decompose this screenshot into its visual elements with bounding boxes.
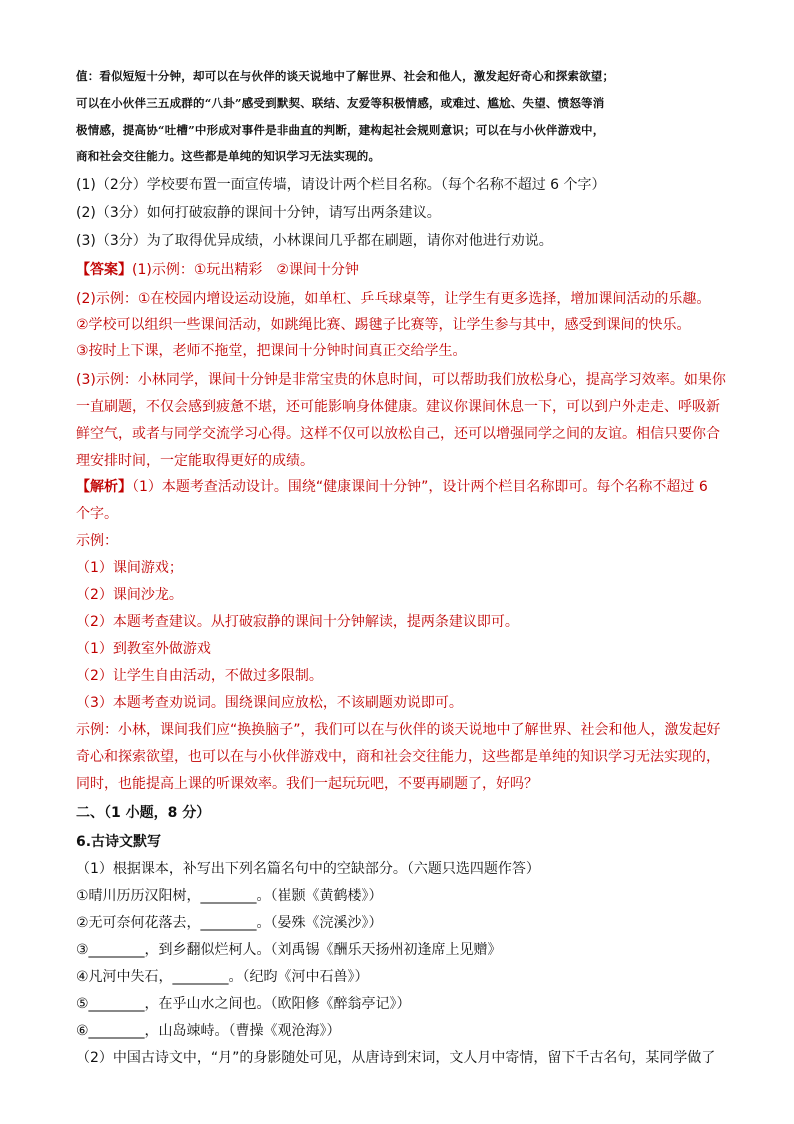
analysis-text: （1）本题考查活动设计。围绕“健康课间十分钟”，设计两个栏目名称即可。每个名称不超过 6: [132, 479, 708, 495]
poem-item: ③________，到乡翻似烂柯人。（刘禹锡《酬乐天扬州初逢席上见赠》: [76, 942, 502, 958]
analysis-line: （2）让学生自由活动，不做过多限制。: [76, 668, 323, 684]
answer-label: 【答案】: [76, 262, 132, 278]
answer-line: ③按时上下课，老师不拖堂，把课间十分钟时间真正交给学生。: [76, 343, 467, 359]
example-label: 示例：: [76, 533, 118, 549]
question-6-part2: （2）中国古诗文中，“月”的身影随处可见，从唐诗到宋词，文人月中寄情，留下千古名句，某同学做了: [76, 1050, 716, 1066]
answer-line: (2)示例：①在校园内增设运动设施，如单杠、乒乓球桌等，让学生有更多选择，增加课间活动的乐趣。: [76, 291, 711, 307]
poem-item: ④凡河中失石，________。（纪昀《河中石兽》）: [76, 969, 369, 985]
analysis-line: 示例：小林，课间我们应“换换脑子”，我们可以在与伙伴的谈天说地中了解世界、社会和他人，激发起好: [76, 722, 721, 738]
answer-line: (3)示例：小林同学，课间十分钟是非常宝贵的休息时间，可以帮助我们放松身心，提高学习效率。如果你: [76, 372, 726, 388]
answer-line: ②学校可以组织一些课间活动，如跳绳比赛、踢毽子比赛等，让学生参与其中，感受到课间的快乐。: [76, 317, 691, 333]
analysis-line: （2）课间沙龙。: [76, 587, 183, 603]
answer-line-1: [76, 260, 718, 280]
question-6-intro: （1）根据课本，补写出下列名篇名句中的空缺部分。（六题只选四题作答）: [76, 861, 540, 877]
question-3: (3)（3分）为了取得优异成绩，小林课间几乎都在刷题，请你对他进行劝说。: [76, 233, 553, 249]
analysis-line: （1）到教室外做游戏: [76, 641, 211, 657]
analysis-line: 奇心和探索欲望，也可以在与小伙伴游戏中，商和社会交往能力，这些都是单纯的知识学习无法实现的，: [76, 749, 720, 765]
answer-text: (1)示例：①玩出精彩 ②课间十分钟: [132, 262, 359, 278]
answer-line: 一直刷题，不仅会感到疲惫不堪，还可能影响身体健康。建议你课间休息一下，可以到户外走走、呼吸新: [76, 399, 720, 415]
answer-line: 鲜空气，或者与同学交流学习心得。这样不仅可以放松自己，还可以增强同学之间的友谊。相信只要你合: [76, 426, 720, 442]
section-heading: 二、（1 小题，8 分）: [76, 805, 211, 821]
poem-item: ⑤________，在乎山水之间也。（欧阳修《醉翁亭记》）: [76, 996, 411, 1012]
question-6-title: 6.古诗文默写: [76, 834, 162, 850]
answer-line: 理安排时间，一定能取得更好的成绩。: [76, 453, 314, 469]
analysis-line: （2）本题考查建议。从打破寂静的课间十分钟解读，提两条建议即可。: [76, 614, 519, 630]
analysis-line: （1）课间游戏；: [76, 560, 183, 576]
paragraph-line: 值：看似短短十分钟，却可以在与伙伴的谈天说地中了解世界、社会和他人，激发起好奇心和探索欲望；: [76, 69, 615, 83]
poem-item: ②无可奈何花落去，________。（晏殊《浣溪沙》）: [76, 915, 383, 931]
analysis-line-1: [76, 477, 718, 497]
analysis-line: （3）本题考查劝说词。围绕课间应放松，不该刷题劝说即可。: [76, 695, 463, 711]
question-1: (1)（2分）学校要布置一面宣传墙，请设计两个栏目名称。（每个名称不超过 6 个字）: [76, 177, 606, 193]
analysis-label: 【解析】: [76, 479, 132, 495]
paragraph-line: 商和社会交往能力。这些都是单纯的知识学习无法实现的。: [76, 149, 381, 163]
poem-item: ⑥________，山岛竦峙。（曹操《观沧海》）: [76, 1023, 341, 1039]
analysis-line: 个字。: [76, 506, 118, 522]
paragraph-line: 极情感，提高协“吐槽”中形成对事件是非曲直的判断，建构起社会规则意识；可以在与小伙伴游戏中，: [76, 123, 605, 137]
paragraph-line: 可以在小伙伴三五成群的“八卦”感受到默契、联结、友爱等积极情感，或难过、尴尬、失望、愤怒等消: [76, 96, 605, 110]
analysis-line: 同时，也能提高上课的听课效率。我们一起玩玩吧，不要再刷题了，好吗？: [76, 776, 538, 792]
question-2: (2)（3分）如何打破寂静的课间十分钟，请写出两条建议。: [76, 205, 441, 221]
poem-item: ①晴川历历汉阳树，________。（崔颢《黄鹤楼》）: [76, 888, 383, 904]
